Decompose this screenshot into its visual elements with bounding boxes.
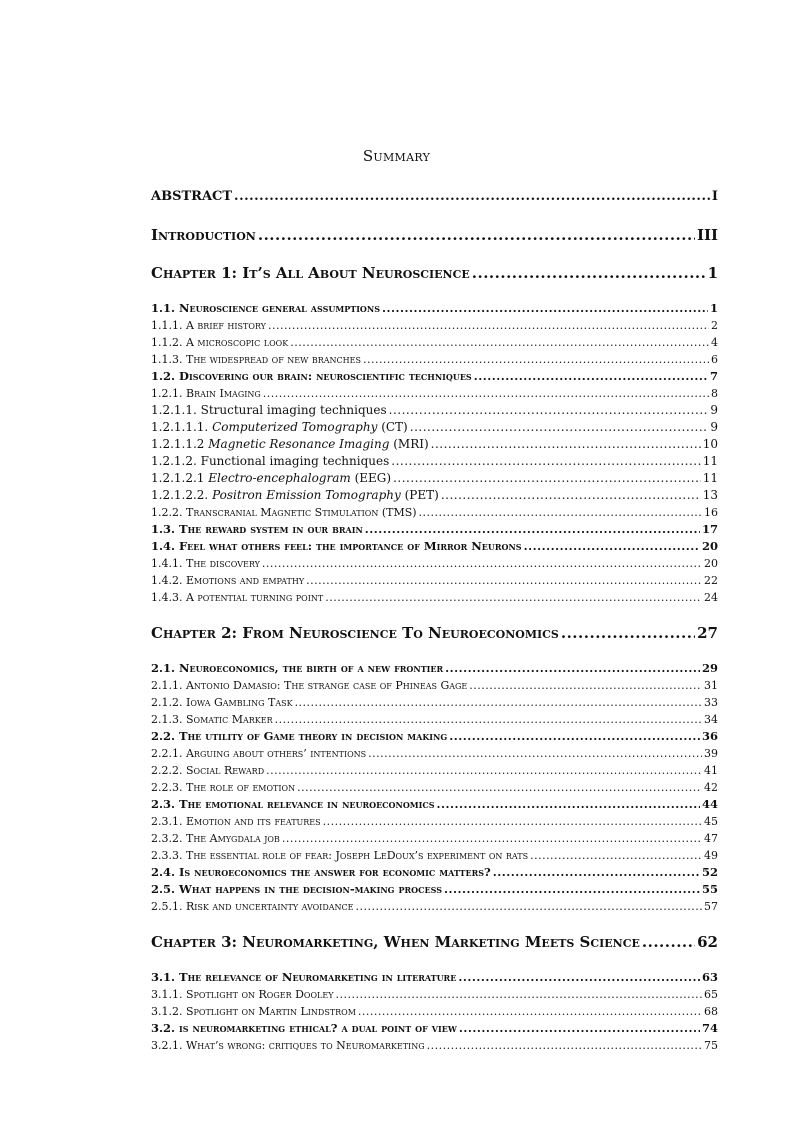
toc-label: Introduction	[151, 226, 256, 244]
toc-page: 68	[704, 1005, 718, 1018]
leader-dots	[234, 186, 710, 208]
toc-entry-subsubsection[interactable]	[151, 453, 718, 470]
toc-suffix: (EEG)	[354, 471, 392, 485]
toc-entry-section[interactable]	[151, 660, 718, 677]
toc-label: 1.2.1.1. Structural imaging techniques	[151, 403, 387, 417]
toc-entry-section[interactable]	[151, 1020, 718, 1037]
leader-dots	[391, 453, 700, 470]
toc-page: 2	[711, 319, 718, 332]
toc-label: 1.3. The reward system in our brain	[151, 522, 363, 536]
toc-label: 3.1. The relevance of Neuromarketing in literature	[151, 970, 457, 984]
toc-entry-abstract[interactable]	[151, 186, 718, 224]
toc-label	[151, 487, 439, 504]
page-title: Summary	[362, 147, 431, 165]
toc-italic-title: Magnetic Resonance Imaging	[208, 437, 390, 451]
leader-dots	[258, 224, 695, 246]
toc-entry-section[interactable]	[151, 300, 718, 317]
toc-page: 45	[704, 815, 718, 828]
toc-entry-subsection[interactable]	[151, 830, 718, 847]
toc-entry-subsection[interactable]	[151, 898, 718, 915]
toc-label	[151, 436, 429, 453]
leader-dots	[297, 779, 702, 796]
leader-dots	[437, 796, 700, 813]
toc-entry-subsection[interactable]	[151, 317, 718, 334]
leader-dots	[419, 504, 702, 521]
toc-entry-subsection[interactable]	[151, 986, 718, 1003]
toc-entry-section[interactable]	[151, 368, 718, 385]
toc-page: 24	[704, 591, 718, 604]
toc-entry-subsection[interactable]	[151, 694, 718, 711]
toc-page: 9	[710, 420, 718, 434]
toc-label: 2.2.3. The role of emotion	[151, 781, 296, 794]
toc-label: 2.1.1. Antonio Damasio: The strange case of Phineas Gage	[151, 679, 468, 692]
toc-page: 4	[711, 336, 718, 349]
toc-page: 63	[701, 970, 718, 984]
toc-label: 3.2. is neuromarketing ethical? a dual point of view	[151, 1021, 457, 1035]
table-of-contents	[151, 186, 718, 1054]
toc-entry-subsection[interactable]	[151, 762, 718, 779]
toc-label: 3.1.1. Spotlight on Roger Dooley	[151, 988, 334, 1001]
spacer	[151, 915, 718, 931]
toc-label: 2.3.1. Emotion and its features	[151, 815, 321, 828]
toc-entry-subsubsection[interactable]	[151, 402, 718, 419]
spacer	[151, 606, 718, 622]
leader-dots	[368, 745, 702, 762]
toc-label: 2.1. Neuroeconomics, the birth of a new frontier	[151, 661, 444, 675]
toc-entry-subsection[interactable]	[151, 589, 718, 606]
leader-dots	[363, 351, 709, 368]
toc-label: 3.1.2. Spotlight on Martin Lindstrom	[151, 1005, 356, 1018]
toc-page: 75	[704, 1039, 718, 1052]
toc-page: 52	[701, 865, 718, 879]
toc-page: 1	[707, 264, 718, 282]
toc-label: 2.3. The emotional relevance in neuroeconomics	[151, 797, 435, 811]
toc-entry-subsubsection[interactable]	[151, 487, 718, 504]
toc-entry-subsection[interactable]	[151, 1037, 718, 1054]
leader-dots	[410, 419, 709, 436]
toc-number: 1.2.1.1.1.	[151, 420, 209, 434]
toc-label: 2.2.1. Arguing about others’ intentions	[151, 747, 367, 760]
toc-label: 1.2. Discovering our brain: neuroscientific techniques	[151, 369, 472, 383]
toc-entry-subsection[interactable]	[151, 813, 718, 830]
toc-label: 1.2.2. Transcranial Magnetic Stimulation (TMS)	[151, 506, 417, 519]
toc-entry-section[interactable]	[151, 521, 718, 538]
leader-dots	[469, 677, 702, 694]
toc-page: 11	[702, 471, 718, 485]
toc-page: 42	[704, 781, 718, 794]
toc-label: 1.4.2. Emotions and empathy	[151, 574, 305, 587]
toc-page: 31	[704, 679, 718, 692]
leader-dots	[444, 881, 700, 898]
leader-dots	[268, 317, 709, 334]
toc-italic-title: Computerized Tomography	[212, 420, 378, 434]
leader-dots	[275, 711, 702, 728]
toc-label: 1.1.2. A microscopic look	[151, 336, 289, 349]
toc-label: 1.1.3. The widespread of new branches	[151, 353, 361, 366]
toc-label	[151, 470, 391, 487]
leader-dots	[365, 521, 700, 538]
toc-page: 36	[701, 729, 718, 743]
leader-dots	[445, 660, 700, 677]
toc-page: 6	[711, 353, 718, 366]
toc-page: 13	[702, 488, 718, 502]
toc-entry-subsection[interactable]	[151, 847, 718, 864]
toc-page: 16	[704, 506, 718, 519]
toc-page: 10	[702, 437, 718, 451]
toc-label: 2.5.1. Risk and uncertainty avoidance	[151, 900, 354, 913]
toc-entry-subsection[interactable]	[151, 555, 718, 572]
toc-label	[151, 419, 408, 436]
toc-page: 7	[709, 369, 718, 383]
toc-label: Chapter 3: Neuromarketing, When Marketing Meets Science	[151, 933, 640, 951]
toc-entry-subsection[interactable]	[151, 334, 718, 351]
toc-page: I	[711, 189, 718, 204]
leader-dots	[642, 931, 695, 953]
toc-entry-section[interactable]	[151, 864, 718, 881]
toc-page: 34	[704, 713, 718, 726]
leader-dots	[459, 1020, 700, 1037]
leader-dots	[431, 436, 701, 453]
toc-page: 62	[697, 933, 718, 951]
toc-label: 2.3.3. The essential role of fear: Joseph LeDoux’s experiment on rats	[151, 849, 529, 862]
toc-entry-subsection[interactable]	[151, 711, 718, 728]
leader-dots	[389, 402, 709, 419]
toc-entry-subsection[interactable]	[151, 1003, 718, 1020]
leader-dots	[530, 847, 702, 864]
toc-label: Chapter 2: From Neuroscience To Neuroeconomics	[151, 624, 559, 642]
leader-dots	[325, 589, 702, 606]
toc-page: 22	[704, 574, 718, 587]
leader-dots	[262, 555, 702, 572]
toc-entry-chapter[interactable]	[151, 931, 718, 969]
toc-page: 65	[704, 988, 718, 1001]
leader-dots	[266, 762, 702, 779]
toc-label: 1.4. Feel what others feel: the importance of Mirror Neurons	[151, 539, 522, 553]
toc-number: 1.2.1.2.1	[151, 471, 205, 485]
toc-page: 20	[704, 557, 718, 570]
toc-entry-section[interactable]	[151, 796, 718, 813]
leader-dots	[524, 538, 700, 555]
toc-label: 3.2.1. What’s wrong: critiques to Neuromarketing	[151, 1039, 425, 1052]
leader-dots	[295, 694, 702, 711]
toc-suffix: (MRI)	[393, 437, 429, 451]
toc-label: Chapter 1: It’s All About Neuroscience	[151, 264, 470, 282]
toc-entry-introduction[interactable]	[151, 224, 718, 262]
leader-dots	[458, 969, 700, 986]
leader-dots	[393, 470, 701, 487]
toc-page: 41	[704, 764, 718, 777]
toc-entry-subsection[interactable]	[151, 677, 718, 694]
toc-entry-section[interactable]	[151, 538, 718, 555]
toc-entry-chapter[interactable]	[151, 262, 718, 300]
toc-page: 55	[701, 882, 718, 896]
leader-dots	[382, 300, 708, 317]
leader-dots	[282, 830, 702, 847]
toc-label: ABSTRACT	[151, 189, 233, 204]
leader-dots	[449, 728, 700, 745]
leader-dots	[263, 385, 709, 402]
toc-label: 2.5. What happens in the decision-making process	[151, 882, 442, 896]
leader-dots	[323, 813, 702, 830]
toc-entry-subsubsection[interactable]	[151, 419, 718, 436]
toc-page: 9	[710, 403, 718, 417]
toc-label: 1.2.1. Brain Imaging	[151, 387, 261, 400]
toc-entry-chapter[interactable]	[151, 622, 718, 660]
leader-dots	[561, 622, 695, 644]
toc-italic-title: Electro-encephalogram	[208, 471, 351, 485]
toc-label: 2.4. Is neuroeconomics the answer for economic matters?	[151, 865, 491, 879]
toc-page: 27	[697, 624, 718, 642]
leader-dots	[335, 986, 702, 1003]
toc-page: 57	[704, 900, 718, 913]
toc-page: 74	[701, 1021, 718, 1035]
toc-entry-section[interactable]	[151, 969, 718, 986]
leader-dots	[306, 572, 702, 589]
toc-label: 2.2.2. Social Reward	[151, 764, 265, 777]
toc-label: 2.1.3. Somatic Marker	[151, 713, 273, 726]
leader-dots	[427, 1037, 702, 1054]
toc-number: 1.2.1.1.2	[151, 437, 205, 451]
toc-entry-subsection[interactable]	[151, 779, 718, 796]
toc-entry-subsubsection[interactable]	[151, 470, 718, 487]
toc-label: 1.4.3. A potential turning point	[151, 591, 324, 604]
toc-entry-section[interactable]	[151, 728, 718, 745]
toc-label: 1.4.1. The discovery	[151, 557, 260, 570]
leader-dots	[493, 864, 700, 881]
toc-page: 39	[704, 747, 718, 760]
leader-dots	[472, 262, 706, 284]
toc-page: 29	[701, 661, 718, 675]
toc-page: 8	[711, 387, 718, 400]
leader-dots	[356, 898, 703, 915]
leader-dots	[474, 368, 708, 385]
toc-page: 20	[701, 539, 718, 553]
toc-label: 1.1.1. A brief history	[151, 319, 266, 332]
toc-entry-subsection[interactable]	[151, 351, 718, 368]
toc-page: 33	[704, 696, 718, 709]
toc-number: 1.2.1.2.2.	[151, 488, 209, 502]
toc-suffix: (PET)	[404, 488, 439, 502]
toc-entry-subsubsection[interactable]	[151, 436, 718, 453]
toc-page: 49	[704, 849, 718, 862]
leader-dots	[290, 334, 709, 351]
toc-italic-title: Positron Emission Tomography	[212, 488, 401, 502]
toc-page: 11	[702, 454, 718, 468]
leader-dots	[441, 487, 701, 504]
toc-label: 1.2.1.2. Functional imaging techniques	[151, 454, 390, 468]
toc-label: 2.1.2. Iowa Gambling Task	[151, 696, 293, 709]
toc-label: 1.1. Neuroscience general assumptions	[151, 301, 380, 315]
toc-page: 44	[701, 797, 718, 811]
toc-entry-subsection[interactable]	[151, 385, 718, 402]
toc-page: 1	[709, 301, 718, 315]
toc-page: 17	[701, 522, 718, 536]
toc-entry-subsection[interactable]	[151, 745, 718, 762]
toc-entry-subsection[interactable]	[151, 504, 718, 521]
toc-label: 2.2. The utility of Game theory in decision making	[151, 729, 448, 743]
toc-page: III	[696, 226, 718, 244]
toc-suffix: (CT)	[381, 420, 408, 434]
toc-page: 47	[704, 832, 718, 845]
toc-entry-subsection[interactable]	[151, 572, 718, 589]
leader-dots	[358, 1003, 702, 1020]
toc-entry-section[interactable]	[151, 881, 718, 898]
toc-label: 2.3.2. The Amygdala job	[151, 832, 280, 845]
